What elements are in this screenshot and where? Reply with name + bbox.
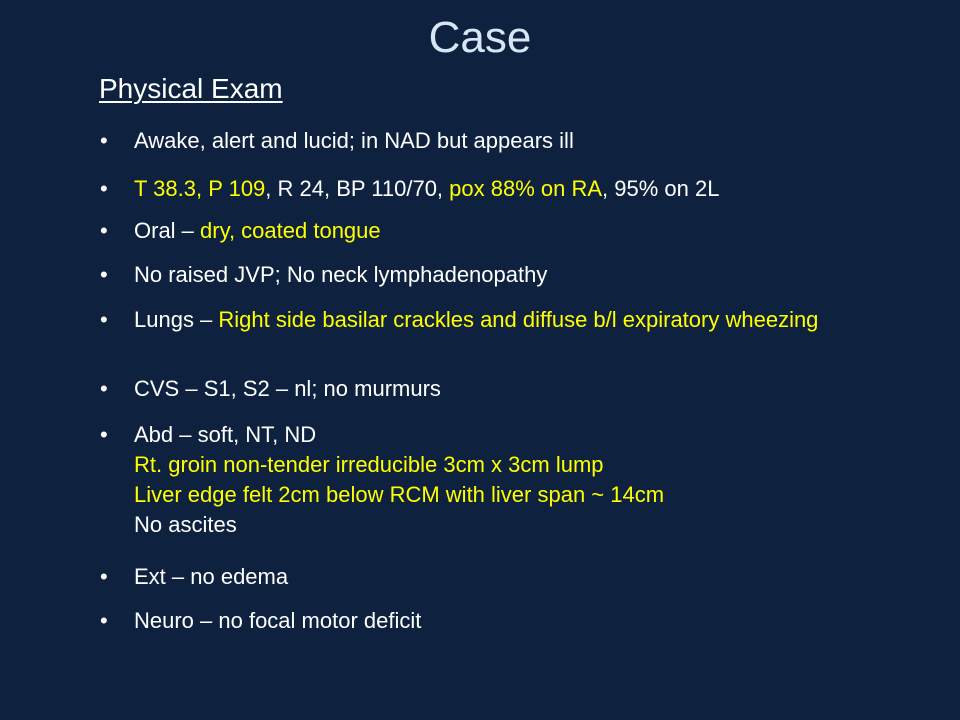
bullet-item (100, 610, 860, 632)
bullet-text-segment: dry, coated tongue (200, 218, 381, 243)
bullet-item (100, 309, 860, 331)
bullet-text (134, 309, 860, 331)
bullet-marker: • (100, 608, 108, 633)
bullet-subline: Liver edge felt 2cm below RCM with liver span ~ 14cm (134, 482, 665, 507)
bullet-text (134, 178, 860, 200)
bullet-text-segment: Abd – soft, NT, ND (134, 422, 317, 447)
bullet-subline: Rt. groin non-tender irreducible 3cm x 3cm lump (134, 452, 604, 477)
bullet-marker: • (100, 176, 108, 201)
bullet-text-segment: Neuro – no focal motor deficit (134, 608, 422, 633)
bullet-marker: • (100, 262, 108, 287)
bullet-item (100, 566, 860, 588)
bullet-item (100, 178, 860, 200)
bullet-item (100, 220, 860, 242)
bullet-text-segment: Ext – no edema (134, 564, 289, 589)
bullet-text (134, 424, 860, 446)
bullet-text (134, 264, 860, 286)
bullet-text (134, 378, 860, 400)
bullet-marker: • (100, 128, 108, 153)
bullet-text-segment: No raised JVP; No neck lymphadenopathy (134, 262, 548, 287)
bullet-item (100, 130, 860, 152)
bullet-text-segment: Lungs – (134, 307, 219, 332)
bullet-marker: • (100, 218, 108, 243)
bullet-item (100, 378, 860, 400)
bullet-text (134, 566, 860, 588)
bullet-text-segment: CVS – S1, S2 – nl; no murmurs (134, 376, 441, 401)
bullet-text-segment: , 95% on 2L (602, 176, 720, 201)
bullet-text (134, 610, 860, 632)
slide-subtitle: Physical Exam (99, 73, 283, 104)
bullet-text (134, 220, 860, 242)
bullet-marker: • (100, 307, 108, 332)
bullet-text (134, 130, 860, 152)
slide-title: Case (428, 13, 532, 62)
bullet-text-segment: Oral – (134, 218, 201, 243)
bullet-text-segment: Awake, alert and lucid; in NAD but appears ill (134, 128, 574, 153)
bullet-marker: • (100, 376, 108, 401)
bullet-text-segment: T 38.3, P 109 (134, 176, 266, 201)
bullet-text-segment: pox 88% on RA (449, 176, 603, 201)
bullet-text-segment: Right side basilar crackles and diffuse b/l expiratory wheezing (218, 307, 819, 332)
bullet-marker: • (100, 564, 108, 589)
bullet-marker: • (100, 422, 108, 447)
bullet-subline: No ascites (134, 512, 237, 537)
bullet-item (100, 264, 860, 286)
bullet-sublines (100, 450, 860, 540)
bullet-text-segment: , R 24, BP 110/70, (265, 176, 450, 201)
bullet-item (100, 424, 860, 540)
